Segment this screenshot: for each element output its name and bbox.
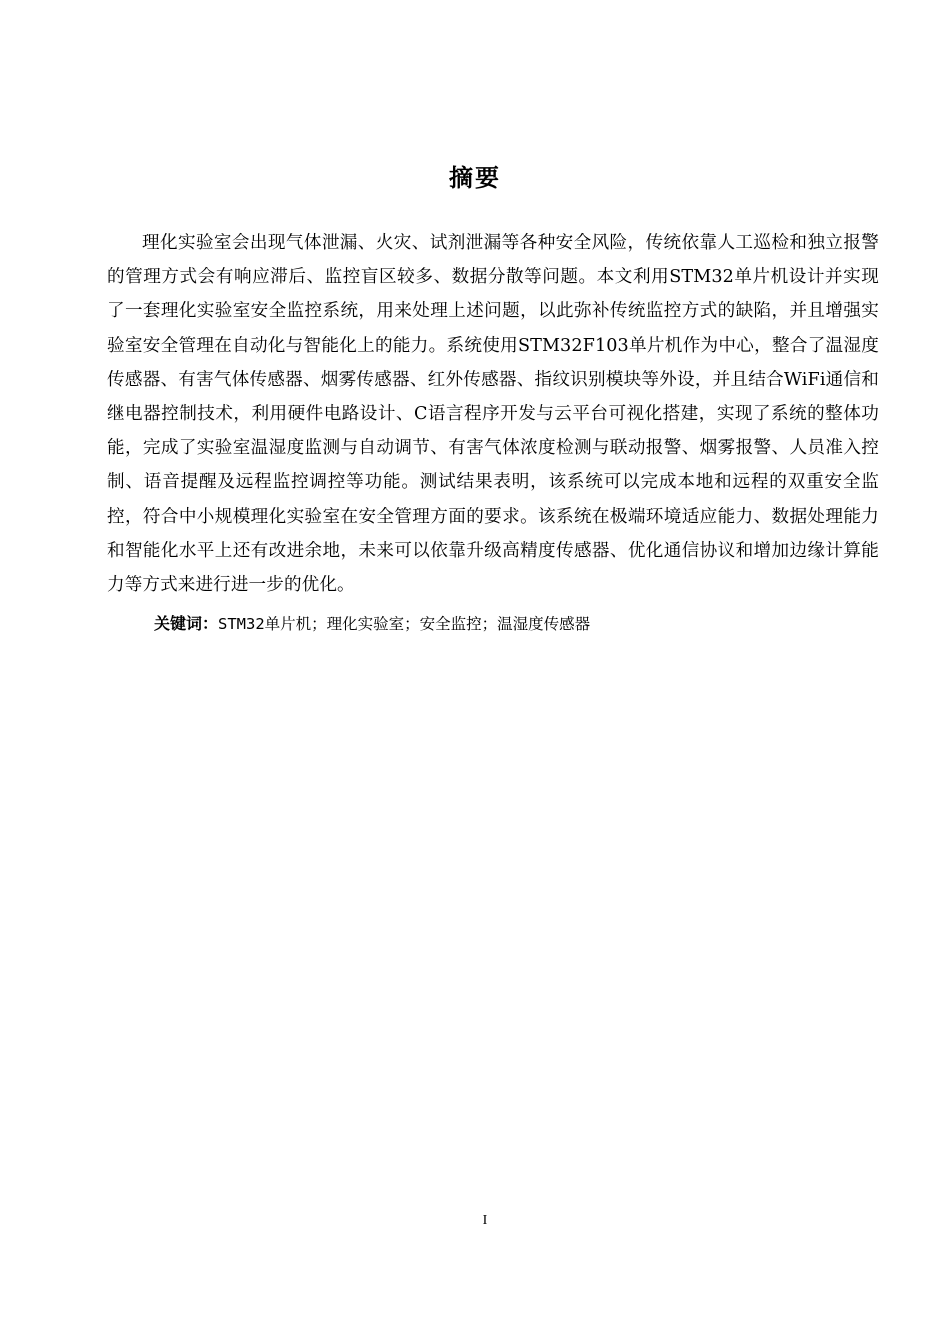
keywords-label: 关键词： [154,614,219,633]
keywords-text: STM32单片机；理化实验室；安全监控；温湿度传感器 [218,615,591,633]
keywords-line [154,609,879,639]
abstract-body: 理化实验室会出现气体泄漏、火灾、试剂泄漏等各种安全风险，传统依靠人工巡检和独立报警的管理方式会有响应滞后、监控盲区较多、数据分散等问题。本文利用STM32单片机设计并实现了一套理化实验室安全监控系统，用来处理上述问题，以此弥补传统监控方式的缺陷，并且增强实验室安全管理在自动化与智能化上的能力。系统使用STM32F103单片机作为中心，整合了温湿度传感器、有害气体传感器、烟雾传感器、红外传感器、指纹识别模块等外设，并且结合WiFi通信和继电器控制技术，利用硬件电路设计、C语言程序开发与云平台可视化搭建，实现了系统的整体功能，完成了实验室温湿度监测与自动调节、有害气体浓度检测与联动报警、烟雾报警、人员准入控制、语音提醒及远程监控调控等功能。测试结果表明，该系统可以完成本地和远程的双重安全监控，符合中小规模理化实验室在安全管理方面的要求。该系统在极端环境适应能力、数据处理能力和智能化水平上还有改进余地，未来可以依靠升级高精度传感器、优化通信协议和增加边缘计算能力等方式来进行进一步的优化。 [107,233,879,596]
page-number: I [482,1213,488,1228]
abstract-title: 摘要 [449,164,501,192]
